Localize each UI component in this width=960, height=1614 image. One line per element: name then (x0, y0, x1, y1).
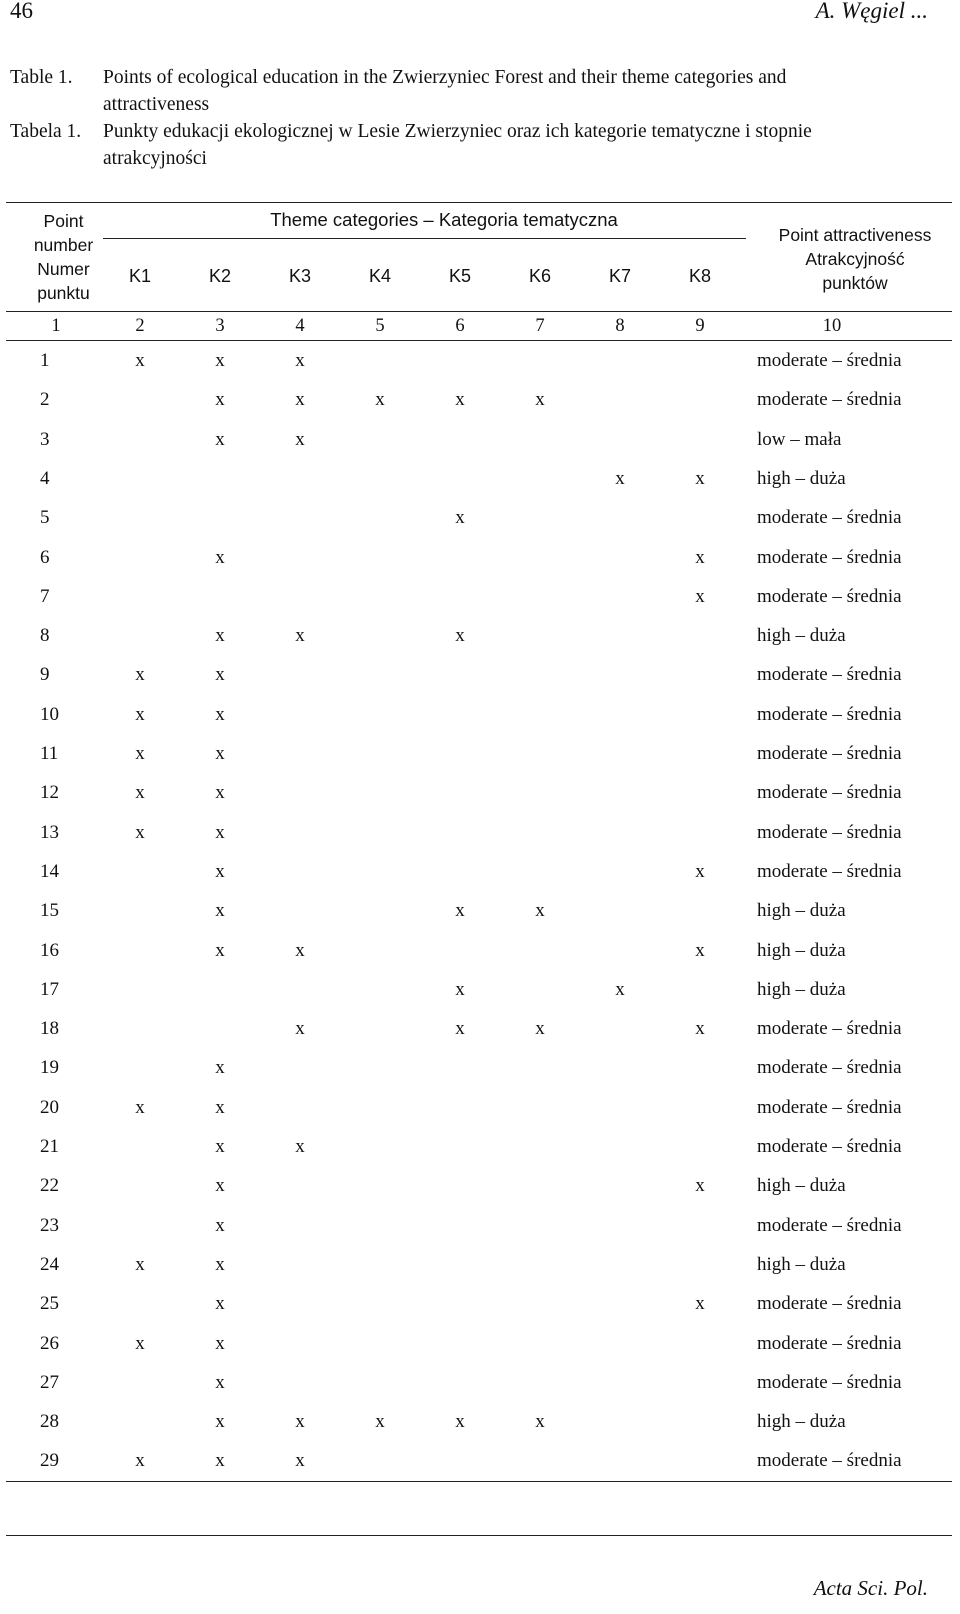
category-mark-k7: x (615, 467, 625, 489)
table-row (6, 539, 952, 578)
caption-label-en: Table 1. (10, 67, 73, 88)
attractiveness-value: moderate – średnia (757, 664, 902, 686)
point-number: 8 (40, 625, 50, 647)
category-header-k4: K4 (368, 266, 392, 286)
category-mark-k1: x (135, 1253, 145, 1275)
point-number: 14 (40, 860, 59, 882)
table-top-rule (6, 202, 952, 203)
point-number: 15 (40, 900, 59, 922)
point-number: 7 (40, 585, 50, 607)
category-mark-k2: x (215, 1411, 225, 1433)
attractiveness-value: moderate – średnia (757, 1332, 902, 1354)
caption-text-en-cont: attractiveness (103, 94, 210, 115)
point-number: 28 (40, 1411, 59, 1433)
attractiveness-value: moderate – średnia (757, 782, 902, 804)
attractiveness-value: moderate – średnia (757, 1293, 902, 1315)
category-mark-k2: x (215, 1371, 225, 1393)
point-number: 5 (40, 507, 50, 529)
running-head: A. Węgiel ... (815, 0, 928, 23)
point-number: 11 (40, 743, 59, 764)
category-mark-k3: x (295, 389, 305, 411)
category-mark-k2: x (215, 428, 225, 450)
table-row (6, 499, 952, 538)
table-row (6, 1089, 952, 1128)
point-number: 4 (40, 467, 50, 489)
category-mark-k2: x (215, 1332, 225, 1354)
category-mark-k3: x (295, 1018, 305, 1040)
category-mark-k2: x (215, 821, 225, 843)
attractiveness-value: moderate – średnia (757, 821, 902, 843)
category-mark-k2: x (215, 350, 225, 371)
category-mark-k4: x (375, 389, 385, 411)
table-row (6, 696, 952, 735)
category-mark-k2: x (215, 389, 225, 411)
category-mark-k1: x (135, 782, 145, 804)
category-mark-k3: x (295, 1136, 305, 1157)
table-row (6, 578, 952, 617)
point-number: 24 (40, 1253, 59, 1275)
column-number: 8 (615, 316, 625, 336)
category-mark-k2: x (215, 1096, 225, 1118)
category-mark-k2: x (215, 1175, 225, 1197)
category-header-k3: K3 (288, 266, 312, 286)
column-number: 3 (215, 316, 225, 336)
table-row (6, 1049, 952, 1088)
category-mark-k2: x (215, 546, 225, 568)
caption-text-pl: Punkty edukacji ekologicznej w Lesie Zwierzyniec oraz ich kategorie tematyczne i stopnie (103, 121, 812, 142)
column-number: 1 (51, 316, 61, 336)
attractiveness-value: moderate – średnia (757, 507, 902, 529)
footer-rule (6, 1535, 952, 1536)
category-mark-k5: x (455, 507, 465, 529)
table-row (6, 460, 952, 499)
category-header-k2: K2 (208, 266, 232, 286)
header-attr-line: Point attractiveness (778, 225, 932, 245)
category-mark-k3: x (295, 1450, 305, 1472)
category-mark-k8: x (695, 546, 705, 568)
category-mark-k2: x (215, 1293, 225, 1315)
category-mark-k3: x (295, 350, 305, 371)
table-row (6, 1325, 952, 1364)
table-row (6, 1207, 952, 1246)
category-mark-k2: x (215, 743, 225, 764)
attractiveness-value: moderate – średnia (757, 1057, 902, 1079)
category-mark-k8: x (695, 1175, 705, 1197)
header-theme-categories: Theme categories – Kategoria tematyczna (270, 209, 618, 230)
category-mark-k2: x (215, 900, 225, 922)
attractiveness-value: moderate – średnia (757, 350, 902, 371)
attractiveness-value: high – duża (757, 1175, 846, 1197)
category-mark-k5: x (455, 625, 465, 647)
header-attr-line: punktów (822, 273, 888, 293)
point-number: 17 (40, 978, 59, 1000)
column-number: 4 (295, 316, 305, 336)
attractiveness-value: moderate – średnia (757, 1096, 902, 1118)
category-mark-k8: x (695, 939, 705, 961)
attractiveness-value: moderate – średnia (757, 389, 902, 411)
point-number: 13 (40, 821, 59, 843)
attractiveness-value: moderate – średnia (757, 585, 902, 607)
point-number: 26 (40, 1332, 59, 1354)
column-number-rule (6, 340, 952, 341)
column-number: 2 (135, 316, 145, 336)
category-mark-k4: x (375, 1411, 385, 1433)
attractiveness-value: high – duża (757, 625, 846, 647)
table-row (6, 617, 952, 656)
attractiveness-value: high – duża (757, 1253, 846, 1275)
category-mark-k2: x (215, 1450, 225, 1472)
category-mark-k2: x (215, 1253, 225, 1275)
table-row (6, 342, 952, 381)
category-mark-k8: x (695, 585, 705, 607)
point-number: 6 (40, 546, 50, 568)
point-number: 9 (40, 664, 50, 686)
category-mark-k8: x (695, 860, 705, 882)
attractiveness-value: low – mała (757, 428, 842, 450)
attractiveness-value: moderate – średnia (757, 1018, 902, 1040)
category-mark-k7: x (615, 978, 625, 1000)
attractiveness-value: high – duża (757, 939, 846, 961)
point-number: 23 (40, 1214, 59, 1236)
header-point-line: punktu (37, 283, 90, 303)
category-mark-k3: x (295, 428, 305, 450)
category-mark-k2: x (215, 939, 225, 961)
table-row (6, 1285, 952, 1324)
table-row (6, 1364, 952, 1403)
category-mark-k6: x (535, 900, 545, 922)
category-header-k8: K8 (688, 266, 712, 286)
point-number: 27 (40, 1371, 59, 1393)
attractiveness-value: moderate – średnia (757, 860, 902, 882)
table-row (6, 892, 952, 931)
attractiveness-value: high – duża (757, 467, 846, 489)
category-mark-k1: x (135, 1096, 145, 1118)
point-number: 12 (40, 782, 59, 804)
table-row (6, 853, 952, 892)
header-bottom-rule (6, 311, 952, 312)
point-number: 3 (40, 428, 50, 450)
page-number: 46 (10, 0, 33, 23)
category-mark-k1: x (135, 1332, 145, 1354)
caption-label-pl: Tabela 1. (10, 121, 82, 142)
table-row (6, 1128, 952, 1167)
category-mark-k1: x (135, 703, 145, 725)
category-mark-k2: x (215, 625, 225, 647)
category-mark-k2: x (215, 703, 225, 725)
category-mark-k8: x (695, 1293, 705, 1315)
category-mark-k2: x (215, 1136, 225, 1157)
attractiveness-value: moderate – średnia (757, 1371, 902, 1393)
table-row (6, 1246, 952, 1285)
header-point-line: Numer (37, 259, 90, 279)
table-row (6, 1442, 952, 1481)
attractiveness-value: moderate – średnia (757, 743, 902, 764)
table-row (6, 1403, 952, 1442)
table-row (6, 774, 952, 813)
table-caption-pl (10, 118, 960, 172)
category-mark-k3: x (295, 1411, 305, 1433)
category-mark-k1: x (135, 664, 145, 686)
category-mark-k2: x (215, 664, 225, 686)
category-mark-k1: x (135, 1450, 145, 1472)
header-point-line: number (33, 235, 94, 255)
category-mark-k8: x (695, 1018, 705, 1040)
category-header-k6: K6 (528, 266, 552, 286)
header-attractiveness (758, 223, 952, 295)
table-row (6, 656, 952, 695)
point-number: 20 (40, 1096, 59, 1118)
attractiveness-value: moderate – średnia (757, 1450, 902, 1472)
point-number: 1 (40, 350, 50, 371)
category-mark-k1: x (135, 821, 145, 843)
point-number: 18 (40, 1018, 59, 1040)
header-point-line: Point (43, 211, 84, 231)
attractiveness-value: high – duża (757, 1411, 846, 1433)
category-header-k7: K7 (608, 266, 632, 286)
point-number: 2 (40, 389, 50, 411)
table-row (6, 381, 952, 420)
table-bottom-rule (6, 1481, 952, 1482)
table-row (6, 421, 952, 460)
category-mark-k6: x (535, 389, 545, 411)
attractiveness-value: moderate – średnia (757, 1136, 902, 1157)
table-row (6, 1167, 952, 1206)
table-row (6, 932, 952, 971)
column-number: 5 (375, 316, 385, 336)
header-theme-rule (103, 238, 746, 239)
category-mark-k5: x (455, 389, 465, 411)
category-mark-k1: x (135, 743, 145, 764)
table-row (6, 735, 952, 774)
header-attr-line: Atrakcyjność (805, 249, 905, 269)
attractiveness-value: high – duża (757, 978, 846, 1000)
point-number: 25 (40, 1293, 59, 1315)
attractiveness-value: moderate – średnia (757, 546, 902, 568)
journal-name: Acta Sci. Pol. (813, 1576, 928, 1600)
caption-text-pl-cont: atrakcyjności (103, 148, 207, 169)
table-row (6, 971, 952, 1010)
attractiveness-value: moderate – średnia (757, 703, 902, 725)
category-mark-k1: x (135, 350, 145, 371)
category-mark-k6: x (535, 1018, 545, 1040)
table-row (6, 814, 952, 853)
caption-text-en: Points of ecological education in the Zwierzyniec Forest and their theme categories and (103, 67, 787, 88)
category-mark-k3: x (295, 939, 305, 961)
category-mark-k2: x (215, 782, 225, 804)
point-number: 22 (40, 1175, 59, 1197)
attractiveness-value: high – duża (757, 900, 846, 922)
point-number: 29 (40, 1450, 59, 1472)
point-number: 10 (40, 703, 59, 725)
table-caption-en (10, 64, 960, 118)
category-header-k1: K1 (128, 266, 152, 286)
category-mark-k3: x (295, 625, 305, 647)
category-mark-k2: x (215, 1214, 225, 1236)
category-mark-k2: x (215, 860, 225, 882)
point-number: 19 (40, 1057, 59, 1079)
category-header-k5: K5 (448, 266, 472, 286)
category-mark-k6: x (535, 1411, 545, 1433)
table-row (6, 1010, 952, 1049)
category-mark-k5: x (455, 1018, 465, 1040)
point-number: 21 (40, 1136, 59, 1157)
header-point-number (16, 209, 111, 305)
category-mark-k8: x (695, 467, 705, 489)
column-number: 10 (822, 316, 842, 336)
column-number: 6 (455, 316, 465, 336)
category-mark-k5: x (455, 900, 465, 922)
category-mark-k5: x (455, 1411, 465, 1433)
category-mark-k5: x (455, 978, 465, 1000)
attractiveness-value: moderate – średnia (757, 1214, 902, 1236)
column-number: 9 (695, 316, 705, 336)
column-number: 7 (535, 316, 545, 336)
category-mark-k2: x (215, 1057, 225, 1079)
data-table (6, 202, 952, 1522)
point-number: 16 (40, 939, 59, 961)
